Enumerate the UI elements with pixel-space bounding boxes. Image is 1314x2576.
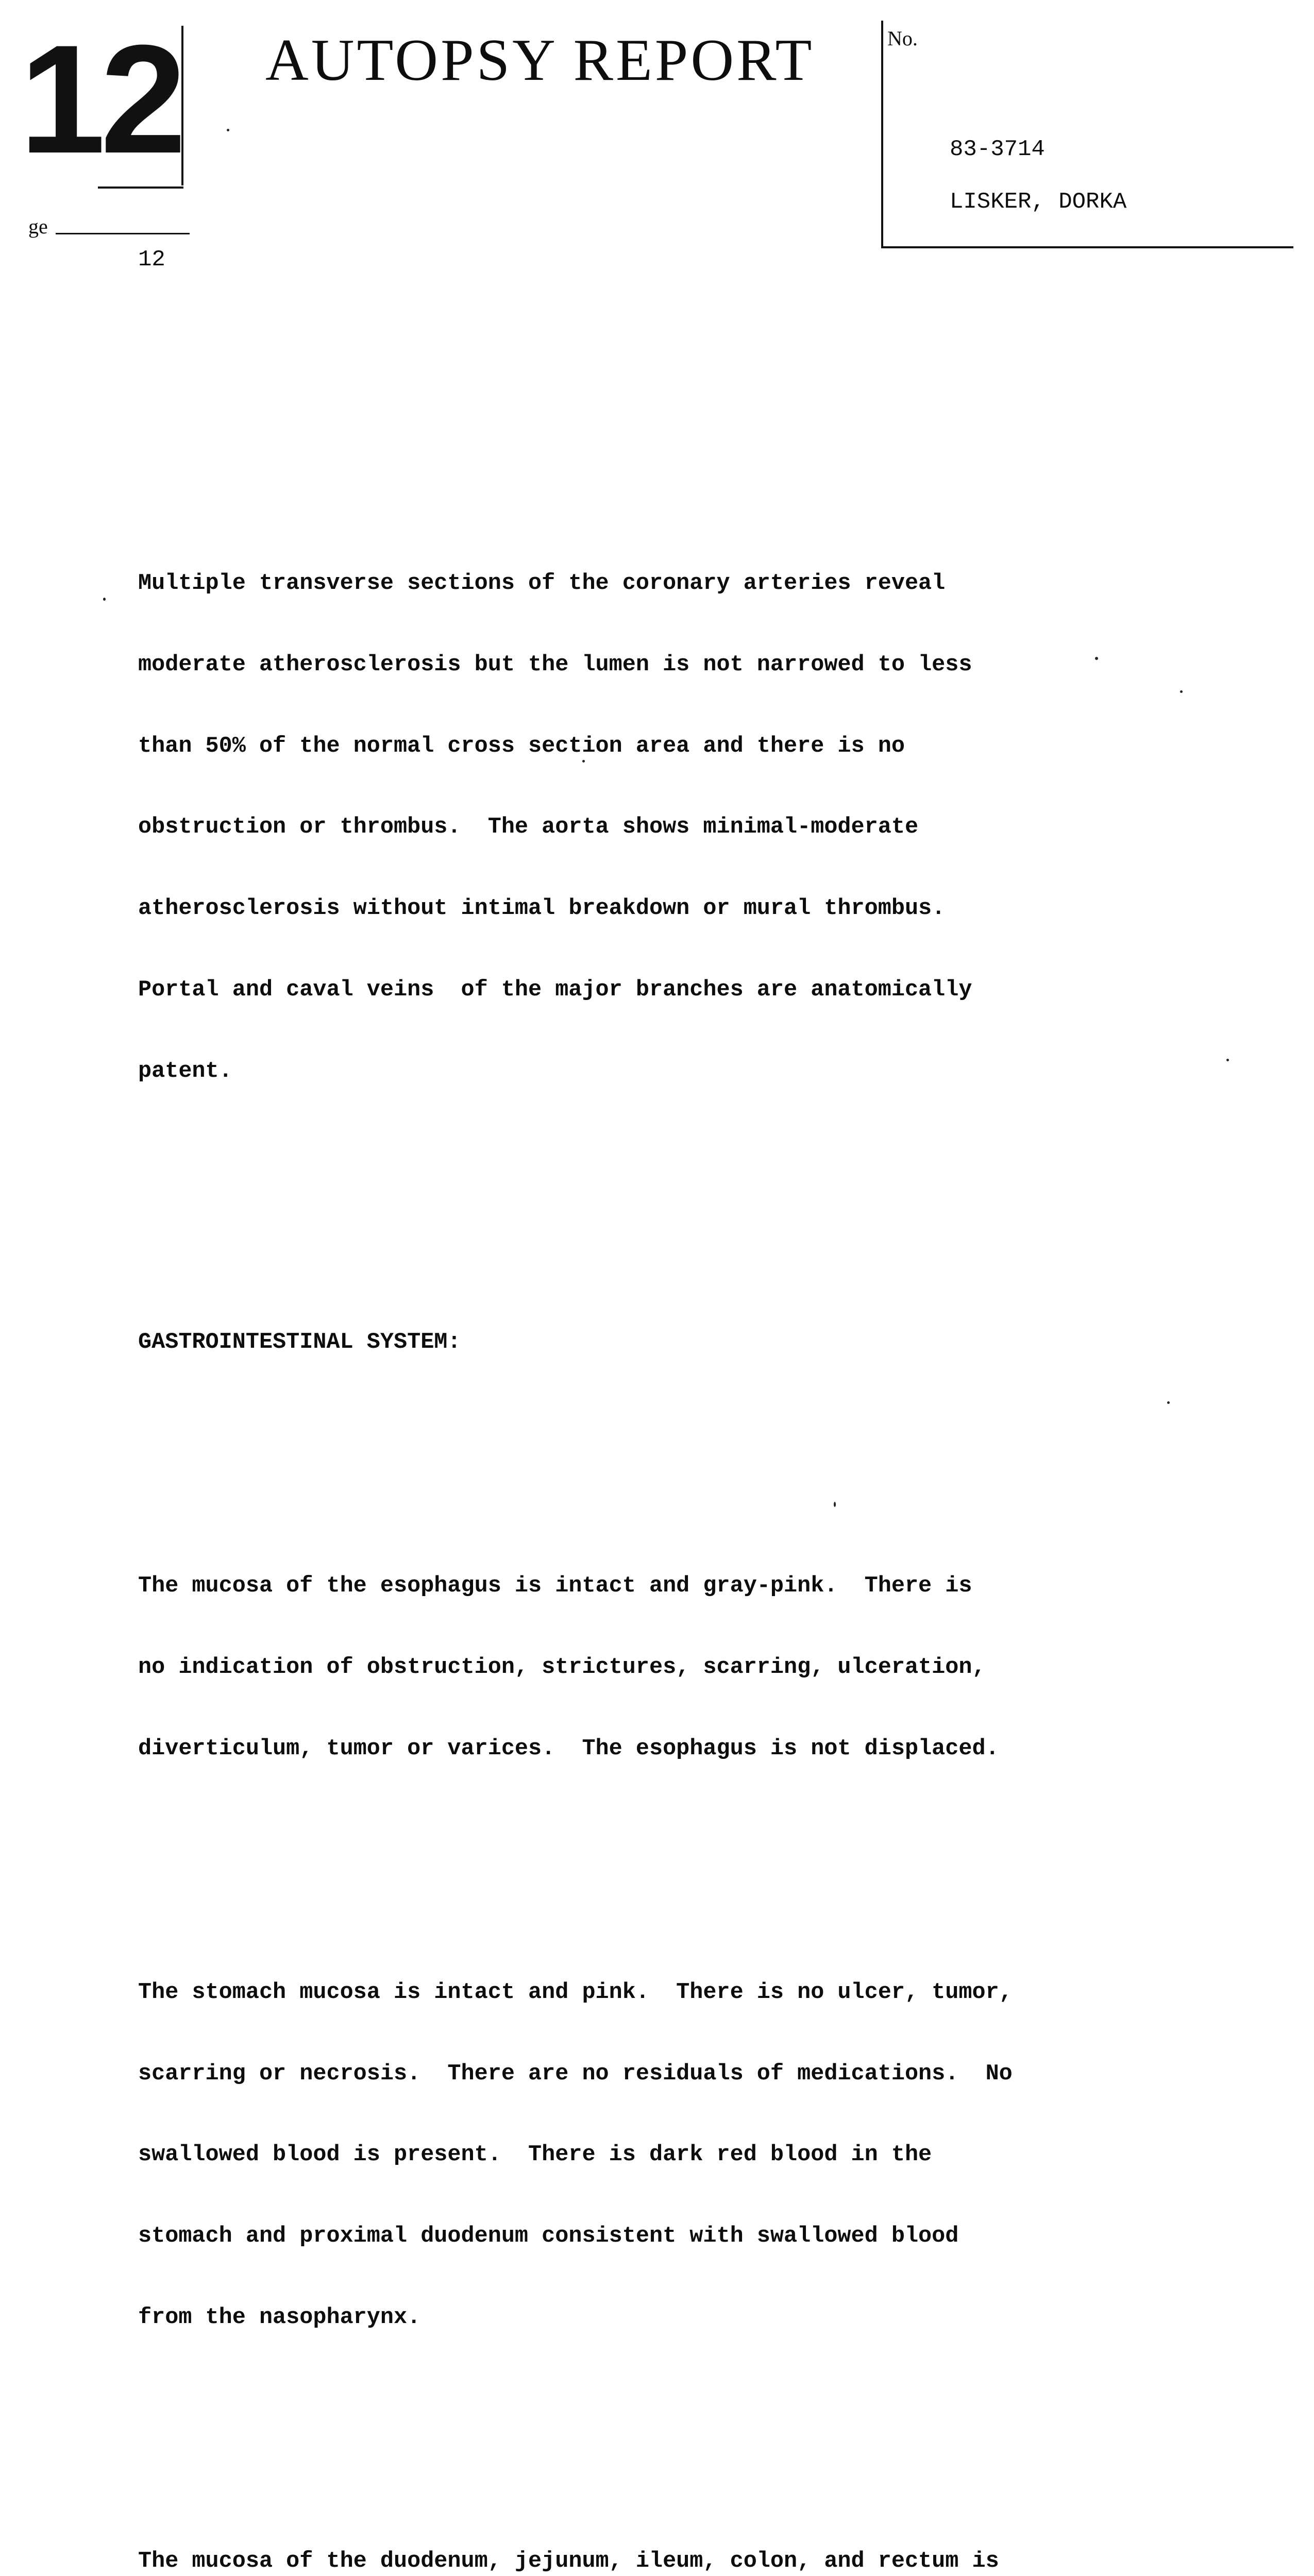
text-line: swallowed blood is present. There is dark red blood in the (138, 2142, 932, 2168)
patient-name: LISKER, DORKA (950, 189, 1127, 215)
page-label: ge (28, 215, 48, 238)
text-line: than 50% of the normal cross section area and there is no (138, 733, 905, 759)
scan-speck (582, 760, 585, 762)
case-number-label: No. (887, 27, 918, 50)
scan-speck (1226, 1059, 1229, 1061)
paragraph-intestine (138, 2494, 1210, 2576)
scan-speck (1180, 690, 1183, 693)
scan-speck (1167, 1401, 1170, 1404)
report-body (138, 435, 1210, 2576)
section-heading: GASTROINTESTINAL SYSTEM: (138, 1329, 461, 1355)
scan-speck (227, 129, 229, 131)
text-line: stomach and proximal duodenum consistent with swallowed blood (138, 2224, 959, 2249)
paragraph-coronary-aorta (138, 516, 1210, 1140)
text-line: atherosclerosis without intimal breakdown or mural thrombus. (138, 896, 946, 922)
case-box-horizontal-line (881, 246, 1293, 248)
text-line: scarring or necrosis. There are no residuals of medications. No (138, 2061, 1013, 2087)
section-heading-gastrointestinal (138, 1275, 1210, 1410)
case-number: 83-3714 (950, 137, 1045, 162)
text-line: The mucosa of the esophagus is intact and gray-pink. There is (138, 1573, 972, 1599)
text-line: from the nasopharynx. (138, 2304, 421, 2330)
scan-speck (1095, 657, 1098, 660)
text-line: patent. (138, 1058, 232, 1084)
text-line: obstruction or thrombus. The aorta shows minimal-moderate (138, 815, 919, 840)
text-line: The mucosa of the duodenum, jejunum, ileum, colon, and rectum is (138, 2549, 999, 2574)
case-box-vertical-line (881, 21, 883, 247)
page-value: 12 (138, 247, 165, 273)
page-number-stamp: 12 (20, 12, 181, 185)
paragraph-esophagus (138, 1519, 1210, 1817)
header-divider-horizontal-left (98, 187, 183, 189)
text-line: moderate atherosclerosis but the lumen is not narrowed to less (138, 652, 972, 677)
text-line: The stomach mucosa is intact and pink. There is no ulcer, tumor, (138, 1979, 1013, 2005)
header-divider-vertical-left (181, 26, 183, 185)
text-line: diverticulum, tumor or varices. The esophagus is not displaced. (138, 1736, 999, 1761)
scan-speck (834, 1502, 836, 1507)
text-line: Portal and caval veins of the major branches are anatomically (138, 977, 972, 1003)
text-line: no indication of obstruction, strictures, scarring, ulceration, (138, 1654, 986, 1680)
text-line: Multiple transverse sections of the coronary arteries reveal (138, 570, 946, 596)
paragraph-stomach (138, 1925, 1210, 2386)
scan-speck (103, 598, 106, 601)
page-underline (56, 233, 190, 234)
report-title: AUTOPSY REPORT (265, 27, 815, 93)
